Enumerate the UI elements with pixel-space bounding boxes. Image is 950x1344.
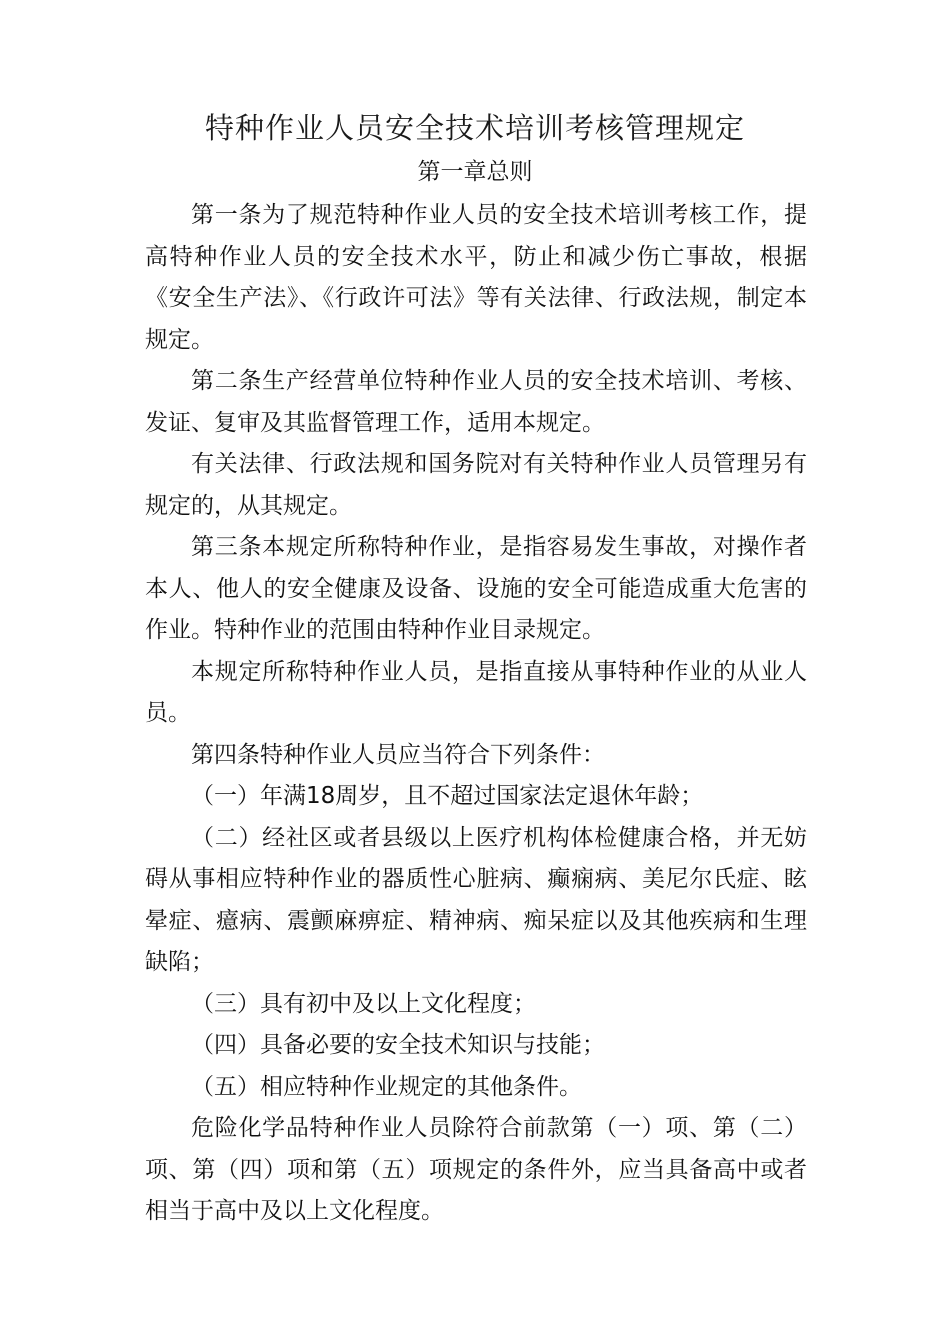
chapter-heading: 第一章总则 bbox=[417, 159, 533, 185]
paragraph: 第四条特种作业人员应当符合下列条件： bbox=[191, 741, 605, 768]
document-title: 特种作业人员安全技术培训考核管理规定 bbox=[204, 111, 745, 145]
document-body bbox=[145, 195, 807, 1233]
paragraph: 第三条本规定所称特种作业，是指容易发生事故，对操作者本人、他人的安全健康及设备、设施的安全可能造成重大危害的作业。特种作业的范围由特种作业目录规定。 bbox=[145, 534, 807, 643]
paragraph: 本规定所称特种作业人员，是指直接从事特种作业的从业人员。 bbox=[145, 658, 807, 726]
list-item: （二）经社区或者县级以上医疗机构体检健康合格，并无妨碍从事相应特种作业的器质性心脏病、癫痫病、美尼尔氏症、眩晕症、癔病、震颤麻痹症、精神病、痴呆症以及其他疾病和生理缺陷； bbox=[145, 824, 807, 975]
paragraph: 第一条为了规范特种作业人员的安全技术培训考核工作，提高特种作业人员的安全技术水平，防止和减少伤亡事故，根据《安全生产法》、《行政许可法》等有关法律、行政法规，制定本规定。 bbox=[145, 202, 807, 353]
list-item: （四）具备必要的安全技术知识与技能； bbox=[191, 1032, 605, 1058]
paragraph: 第二条生产经营单位特种作业人员的安全技术培训、考核、发证、复审及其监督管理工作，适用本规定。 bbox=[145, 368, 807, 436]
paragraph: 有关法律、行政法规和国务院对有关特种作业人员管理另有规定的，从其规定。 bbox=[145, 451, 807, 519]
paragraph: 危险化学品特种作业人员除符合前款第（一）项、第（二）项、第（四）项和第（五）项规定的条件外，应当具备高中或者相当于高中及以上文化程度。 bbox=[145, 1115, 807, 1224]
list-item: （五）相应特种作业规定的其他条件。 bbox=[191, 1073, 582, 1100]
list-item: （三）具有初中及以上文化程度； bbox=[191, 990, 536, 1017]
list-item: （一）年满18周岁，且不超过国家法定退休年龄； bbox=[191, 783, 704, 809]
